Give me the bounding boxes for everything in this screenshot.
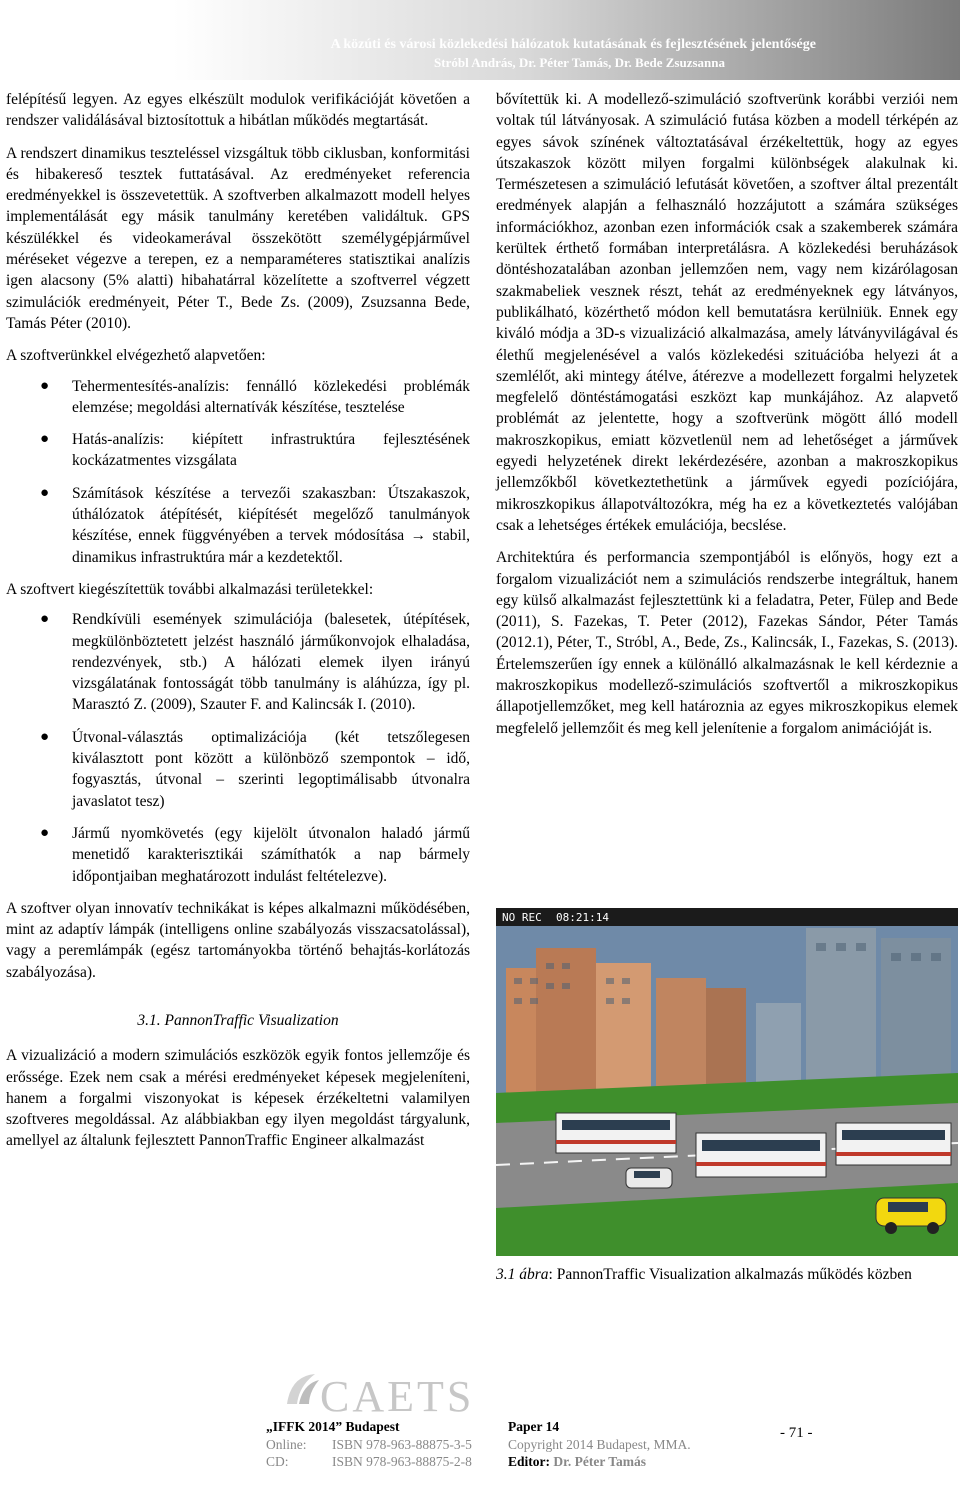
list-item: ● Rendkívüli események szimulációja (balesetek, útépítések, megkülönböztetett jelzést használó járműkonvojok elhaladása, rendezvények, stb.) A hálózati elemek ilyen irányú vizsgálatának fontosságát több tanulmány is aláhúzza, így pl. Marasztó Z. (2009), Szauter F. and Kalincsák I. (2010). <box>40 611 470 714</box>
bullet-list <box>6 609 470 887</box>
bus-2 <box>696 1133 826 1177</box>
caets-logo-text: CAETS <box>320 1372 475 1421</box>
footer-editor: Editor: Dr. Péter Tamás <box>508 1454 646 1469</box>
figure-screenshot <box>496 908 958 1256</box>
bus-1 <box>556 1113 676 1153</box>
traffic-visualization-image <box>496 908 958 1256</box>
caption-text: : PannonTraffic Visualization alkalmazás működés közben <box>548 1266 912 1283</box>
paragraph: A szoftvert kiegészítettük további alkalmazási területekkel: <box>6 580 374 598</box>
bullet-icon: ● <box>40 484 50 501</box>
footer-online: Online: ISBN 978-963-88875-3-5 <box>266 1436 472 1452</box>
list-item: ● Útvonal-választás optimalizációja (két tetszőlegesen kiválasztott pont között a különböző szempontok – idő, fogyasztás, útvonal – szerinti legoptimálisabb útvonalra javaslatot tesz) <box>40 728 470 810</box>
list-item: ● Számítások készítése a tervezői szakaszban: Útszakaszok, úthálózatok átépítését, kiépítését megelőző tanulmányok készítése, ennek függvényében a tervek módosítása → stabil, dinamikus infrastruktúra már a kezdetektől. <box>40 484 470 566</box>
paragraph: felépítésű legyen. Az egyes elkészült modulok verifikációját követően a rendszer validálásával biztosítottuk a hibátlan működés megtartását. <box>6 91 470 130</box>
paragraph: A szoftver olyan innovatív technikákat is képes alkalmazni működésében, mint az adaptív lámpák (intelligens online szabályozás visszacsatolással), vagy a peremlámpák (egész tartományokba történő behajtás-korlátozás szabályozása). <box>6 899 470 981</box>
bullet-icon: ● <box>40 377 50 394</box>
white-car <box>626 1168 672 1188</box>
running-header-title: A közúti és városi közlekedési hálózatok kutatásának és fejlesztésének jelentősége <box>330 37 816 52</box>
hud-time-text: 08:21:14 <box>556 911 609 924</box>
bus-3 <box>836 1123 951 1165</box>
list-item: ● Tehermentesítés-analízis: fennálló közlekedési problémák elemzése; megoldási alternatívák készítése, tesztelése <box>40 377 470 416</box>
bullet-list <box>6 376 470 568</box>
paragraph: A rendszert dinamikus teszteléssel vizsgáltuk több ciklusban, konformitási és hibakereső tesztek futtatásával. Az eredményeket referencia eredményekkel is összevetettük. A szoftverben alkalmazott modell helyes implementálását egy másik tanulmány keretében validáltuk. GPS készülékkel és videokamerával összekötött személygépjárművel méréseket végezve a terepen, ez a nemparaméteres statisztikai analízis igen alacsony (5% alatti) hibahatárral közelítette a szoftverrel végzett szimulációk eredményeit, Péter T., Bede Zs. (2009), Zsuzsanna Bede, Tamás Péter (2010). <box>6 144 470 332</box>
footer-right <box>508 1418 708 1471</box>
caets-logo-icon <box>285 1372 321 1406</box>
hud-rec-text: NO REC <box>502 911 542 924</box>
left-column <box>6 89 470 1152</box>
footer-copyright: Copyright 2014 Budapest, MMA. <box>508 1436 691 1452</box>
footer-event: „IFFK 2014” Budapest <box>266 1419 400 1434</box>
footer-left <box>266 1418 508 1471</box>
footer-paper: Paper 14 <box>508 1419 560 1434</box>
paragraph: A vizualizáció a modern szimulációs eszközök egyik fontos jellemzője és erőssége. Ezek nem csak a mérési eredményeket képesek megjeleníteni, hanem a forgalmi viszonyokat is képesek érzékeltetni valamilyen szoftveres megoldással. Az alábbiakban egy ilyen megoldást tárgyalunk, amellyel az általunk fejlesztett PannonTraffic Engineer alkalmazást <box>6 1047 470 1150</box>
right-column <box>496 89 958 739</box>
bullet-icon: ● <box>40 728 50 745</box>
caption-label: 3.1 ábra <box>496 1266 549 1283</box>
list-item: ● Hatás-analízis: kiépített infrastruktúra fejlesztésének kockázatmentes vizsgálata <box>40 431 470 470</box>
running-header-authors: Stróbl András, Dr. Péter Tamás, Dr. Bede Zsuzsanna <box>434 55 725 70</box>
list-item: ● Jármű nyomkövetés (egy kijelölt útvonalon haladó jármű menetidő karakterisztikái számíthatók a nap bármely időpontjaiban meghatározott indulást feltételezve). <box>40 824 470 885</box>
bullet-icon: ● <box>40 611 50 628</box>
paragraph: bővítettük ki. A modellező-szimuláció szoftverünk korábbi verziói nem voltak túl látványosak. A szimuláció futása közben a modell térképén az egyes sávok színének változtatásával érzékeltettük, hogy az egyes útszakaszok között milyen forgalmi különbségek alakulnak ki. Természetesen a szimuláció lefutását követően, a szoftver által prezentált eredmények alapján a felhasználó hozzájutott a számára szükséges információkhoz, azonban ezen információk csak a szakemberek számára kerültek érthető formában interpretálásra. A közlekedési beruházások döntéshozatalában azonban jellemzően nem, vagy nem kizárólagosan szakmabeliek vesznek részt, tehát az eredményeknek egy látványos, publikálható, közérthető módon kell bemutatásra kerülniük. Ennek egy kiváló módja a 3D-s vizualizáció alkalmazása, amely látványvilágával és élethű megjelenésével a valós közlekedési szituációba helyezi át a szemlélőt, aki mintegy átélve, átérezve a modellezett forgalmi helyzetek megfelelő döntéstámogatási eszközt kap munkájához. Az alapvető problémát az jelentette, hogy a szoftverünk mögött álló modell makroszkopikus, emiatt közvetlenül nem ad lehetőséget a járművek egyedi helyzetének direkt lekérdezésére, azonban a makroszkopikus jellemzőkből következtethetünk a járművek egyedi pozíciójára, mikroszkopikus állapotváltozókra, még ha ez a következtetés valójában csak a lehetséges értékek emulációja, becslése. <box>496 91 958 534</box>
section-title: 3.1. PannonTraffic Visualization <box>137 1011 339 1029</box>
bullet-icon: ● <box>40 431 50 448</box>
footer-cd: CD: ISBN 978-963-88875-2-8 <box>266 1454 472 1469</box>
page-number: - 71 - <box>780 1425 813 1441</box>
bullet-icon: ● <box>40 824 50 841</box>
paragraph: A szoftverünkkel elvégezhető alapvetően: <box>6 347 266 365</box>
paragraph: Architektúra és performancia szempontjából is előnyös, hogy ezt a forgalom vizualizációt nem a szimulációs rendszerbe integráltuk, hanem egy külső alkalmazást fejlesztettünk ki a feladatra, Peter, Fülep and Bede (2011), S. Fazekas, T. Peter (2012), Fazekas Sándor, Péter Tamás (2012.1), Péter, T., Stróbl, A., Bede, Zs., Kalincsák, I., Fazekas, S. (2013). Értelemszerűen így ennek a különálló alkalmazásnak le kell kérdeznie a makroszkopikus modellező-szimulációs szoftvertől a mikroszkopikus állapotjellemzőket, meg kell határoznia az egyes mikroszkopikus elemek megfelelő jellemzőit és meg kell jelenítenie a forgalom animációját is. <box>496 549 958 737</box>
figure-caption <box>496 1264 958 1285</box>
